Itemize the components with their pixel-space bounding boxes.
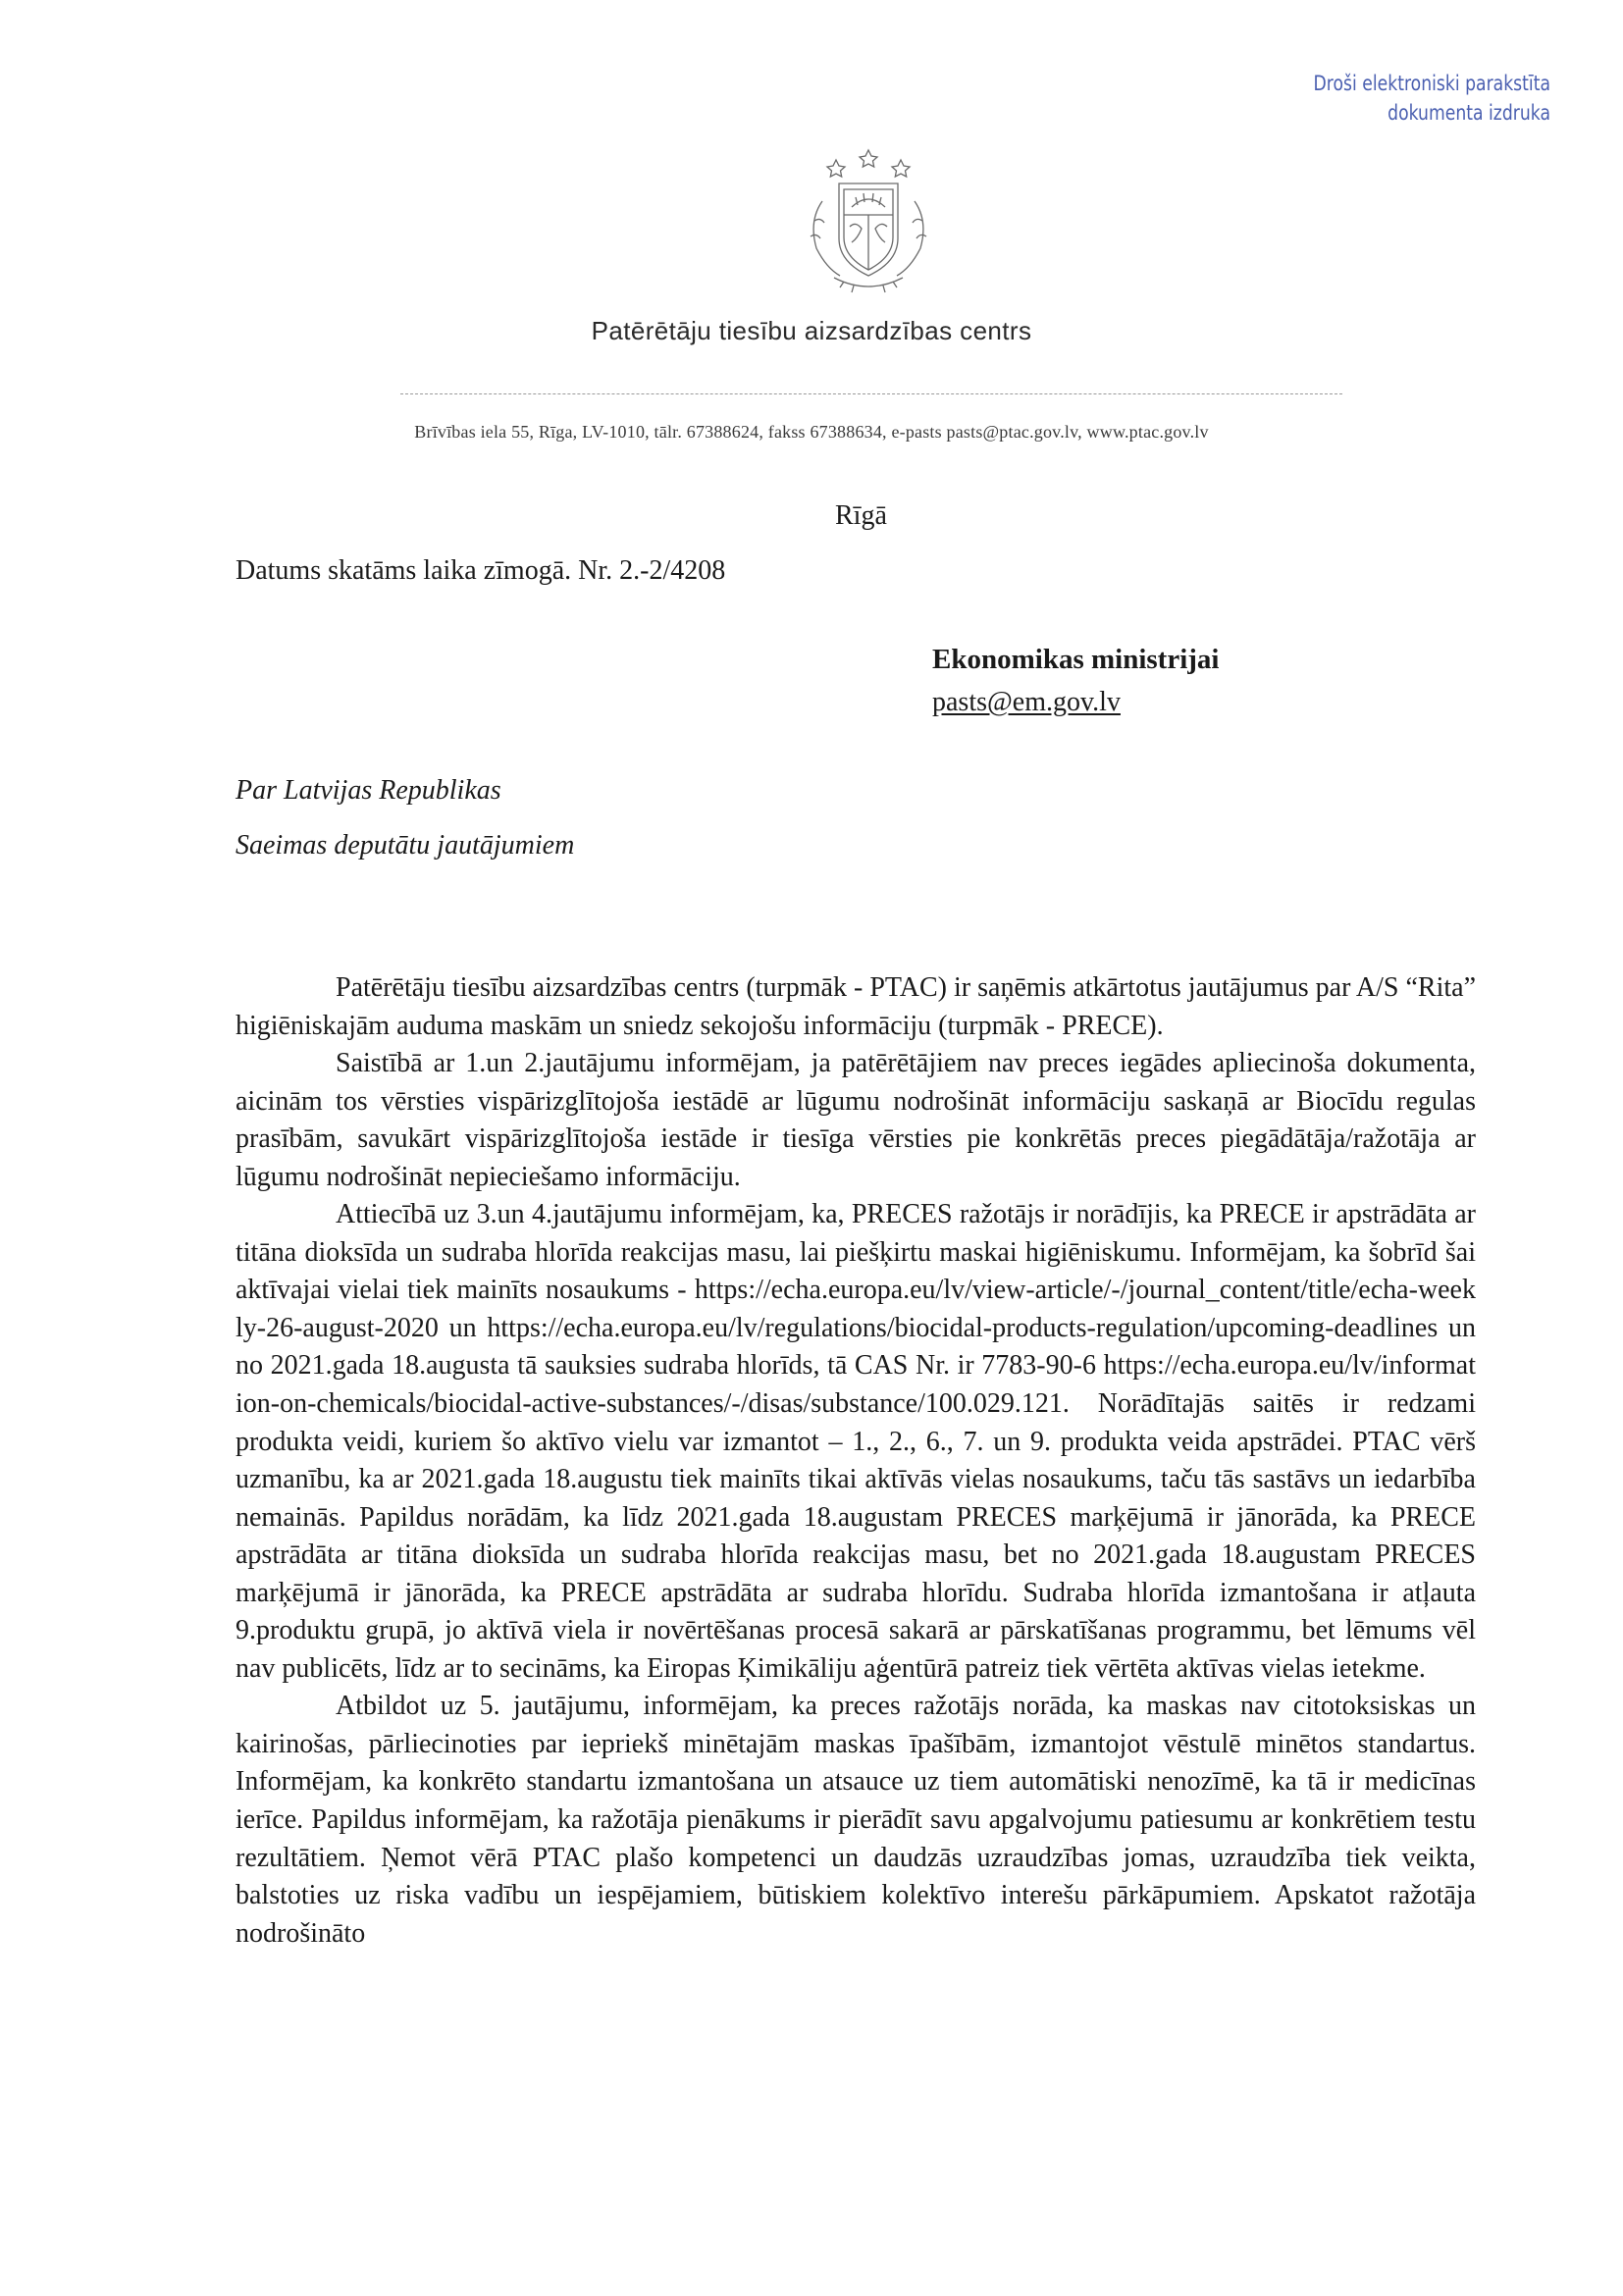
paragraph-1: Patērētāju tiesību aizsardzības centrs (turpmāk - PTAC) ir saņēmis atkārtotus jautājumus par A/S “Rita” higiēniskajām auduma maskām un sniedz sekojošu informāciju (turpmāk - PRECE).	[236, 972, 1476, 1041]
stamp-line-1: Droši elektroniski parakstīta	[1313, 72, 1550, 95]
e-signature-stamp	[1229, 69, 1550, 128]
organization-contacts: Brīvības iela 55, Rīga, LV-1010, tālr. 67388624, fakss 67388634, e-pasts pasts@ptac.gov.lv, www.ptac.gov.lv	[414, 422, 1209, 442]
stamp-line-2: dokumenta izdruka	[1387, 101, 1550, 125]
paragraph-3-text-1: Attiecībā uz 3.un 4.jautājumu informējam, ka, PRECES ražotājs ir norādījis, ka PRECE ir apstrādāta ar titāna dioksīda un sudraba hlorīda reakcijas masu, lai piešķirtu maskai higiēniskumu. Informējam, ka šobrīd šai aktīvajai vielai tiek mainīts nosaukums -	[236, 1199, 1476, 1306]
subject-line-2: Saeimas deputātu jautājumiem	[236, 830, 575, 861]
recipient-name: Ekonomikas ministrijai	[932, 644, 1220, 675]
echa-weekly-link[interactable]: https://echa.europa.eu/lv/view-article/-/journal_content/title/echa-weekly-26-august-2020	[236, 1275, 1476, 1343]
subject-line-1: Par Latvijas Republikas	[236, 775, 501, 806]
paragraph-4: Atbildot uz 5. jautājumu, informējam, ka preces ražotājs norāda, ka maskas nav citotoksiskas un kairinošas, pārliecinoties par iepriekš minētajām maskas īpašībām, izmantojot vēstulē minētos standartus. Informējam, ka konkrēto standartu izmantošana un atsauce uz tiem automātiski nenozīmē, ka tā ir medicīnas ierīce. Papildus informējam, ka ražotāja pienākums ir pierādīt savu apgalvojumu patiesumu ar konkrētiem testu rezultātiem. Ņemot vērā PTAC plašo kompetenci un daudzās uzraudzības jomas, uzraudzība tiek veikta, balstoties uz riska vadību un iespējamiem, būtiskiem kolektīvo interešu pārkāpumiem. Apskatot ražotāja nodrošināto	[236, 1691, 1476, 1949]
organization-name: Patērētāju tiesību aizsardzības centrs	[591, 316, 1032, 345]
echa-deadlines-link[interactable]: https://echa.europa.eu/lv/regulations/biocidal-products-regulation/upcoming-deadlines	[487, 1312, 1439, 1343]
paragraph-3-text-3: un no 2021.gada 18.augusta tā sauksies sudraba hlorīds, tā CAS Nr. ir 7783-90-6	[236, 1312, 1476, 1382]
place-of-issue: Rīgā	[835, 500, 887, 531]
date-and-number: Datums skatāms laika zīmogā. Nr. 2.-2/4208	[236, 555, 726, 586]
paragraph-3	[236, 1196, 1476, 1688]
paragraph-3-text-2: un	[448, 1312, 477, 1343]
coat-of-arms-icon	[785, 142, 952, 299]
letter-body	[236, 969, 1476, 1953]
recipient-email-link[interactable]: pasts@em.gov.lv	[932, 687, 1121, 717]
paragraph-2: Saistībā ar 1.un 2.jautājumu informējam, ja patērētājiem nav preces iegādes apliecinoša dokumenta, aicinām tos vērsties vispārizglītojoša iestādē ar lūgumu nodrošināt informāciju saskaņā ar Biocīdu regulas prasībām, savukārt vispārizglītojoša iestāde ir tiesīga vērsties pie konkrētās preces piegādātāja/ražotāja ar lūgumu nodrošināt nepieciešamo informāciju.	[236, 1048, 1476, 1192]
echa-substance-link[interactable]: https://echa.europa.eu/lv/information-on-chemicals/biocidal-active-substances/-/disas/substance/100.029.121.	[236, 1350, 1477, 1420]
header-divider	[400, 393, 1342, 394]
paragraph-3-text-4: Norādītajās saitēs ir redzami produkta veidi, kuriem šo aktīvo vielu var izmantot – 1., 2., 6., 7. un 9. produkta veida apstrādei. PTAC vērš uzmanību, ka ar 2021.gada 18.augustu tiek mainīts tikai aktīvās vielas nosaukums, taču tās sastāvs un iedarbība nemainās. Papildus norādām, ka līdz 2021.gada 18.augustam PRECES marķējumā ir jānorāda, ka PRECE apstrādāta ar titāna dioksīda un sudraba hlorīda reakcijas masu, bet no 2021.gada 18.augustam PRECES marķējumā ir jānorāda, ka PRECE apstrādāta ar sudraba hlorīdu. Sudraba hlorīda izmantošana ir atļauta 9.produktu grupā, jo aktīvā viela ir novērtēšanas procesā sakarā ar pārskatīšanas programmu, bet lēmums vēl nav publicēts, līdz ar to secināms, ka Eiropas Ķimikāliju aģentūrā patreiz tiek vērtēta aktīvas vielas ietekme.	[236, 1388, 1476, 1684]
